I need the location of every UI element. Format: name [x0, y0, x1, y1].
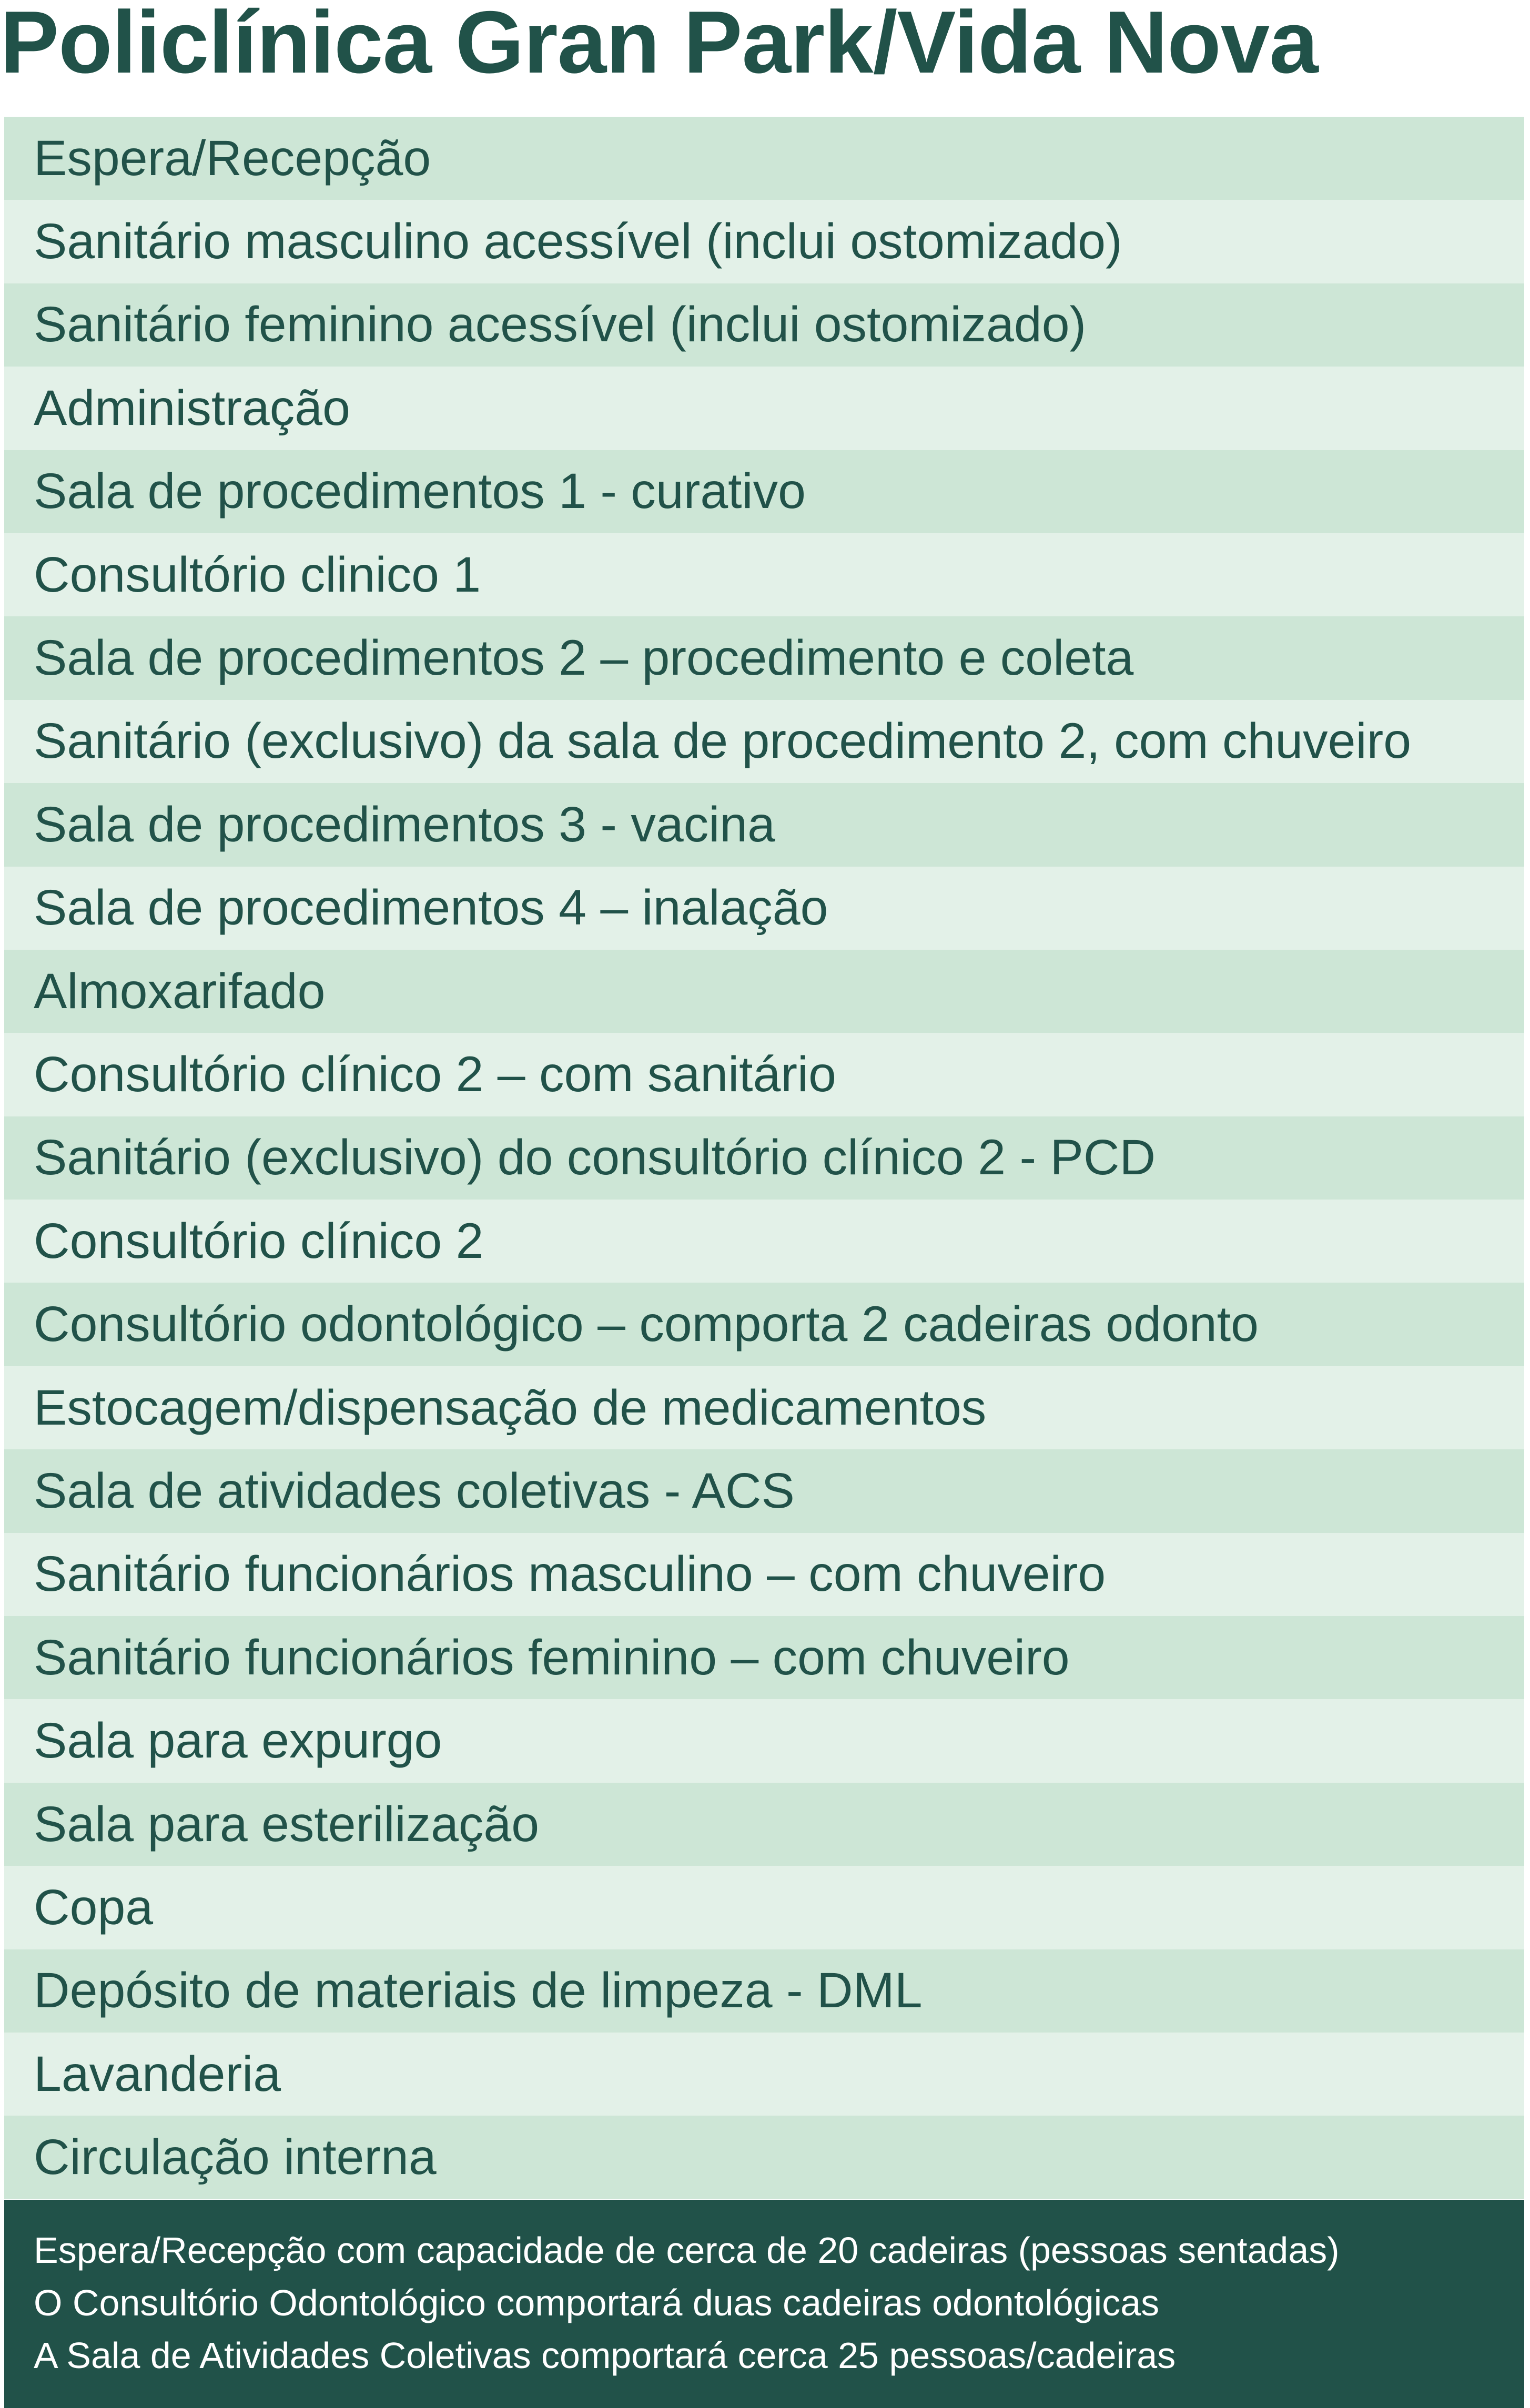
room-list-item: Sala de procedimentos 3 - vacina: [4, 783, 1524, 866]
room-list-item: Sanitário (exclusivo) da sala de procedimento 2, com chuveiro: [4, 700, 1524, 783]
room-list-item: Sala de procedimentos 2 – procedimento e coleta: [4, 616, 1524, 699]
room-list-item: Sanitário (exclusivo) do consultório clínico 2 - PCD: [4, 1116, 1524, 1200]
room-list-item: Consultório odontológico – comporta 2 cadeiras odonto: [4, 1283, 1524, 1366]
room-list-item: Depósito de materiais de limpeza - DML: [4, 1949, 1524, 2033]
room-list-item: Sala para esterilização: [4, 1783, 1524, 1866]
room-list-item: Sala de atividades coletivas - ACS: [4, 1449, 1524, 1532]
room-list-item: Sala para expurgo: [4, 1699, 1524, 1782]
room-list-item: Consultório clínico 2: [4, 1200, 1524, 1283]
room-list-item: Circulação interna: [4, 2116, 1524, 2199]
note-line: A Sala de Atividades Coletivas comportará cerca 25 pessoas/cadeiras: [34, 2335, 1176, 2376]
room-list-item: Consultório clinico 1: [4, 533, 1524, 616]
room-list-item: Sala de procedimentos 1 - curativo: [4, 450, 1524, 533]
room-list-item: Espera/Recepção: [4, 117, 1524, 200]
room-list-item: Copa: [4, 1866, 1524, 1949]
room-list-item: Estocagem/dispensação de medicamentos: [4, 1366, 1524, 1449]
room-list-item: Administração: [4, 367, 1524, 450]
page-title: Policlínica Gran Park/Vida Nova: [0, 0, 1318, 92]
room-list-item: Sanitário masculino acessível (inclui ostomizado): [4, 200, 1524, 283]
room-list-item: Sanitário funcionários masculino – com chuveiro: [4, 1533, 1524, 1616]
room-list-item: Almoxarifado: [4, 950, 1524, 1033]
room-list-item: Sanitário feminino acessível (inclui ostomizado): [4, 283, 1524, 367]
room-list-item: Sanitário funcionários feminino – com chuveiro: [4, 1616, 1524, 1699]
room-list-item: Lavanderia: [4, 2033, 1524, 2116]
notes-box: [4, 2200, 1524, 2408]
room-list-item: Consultório clínico 2 – com sanitário: [4, 1033, 1524, 1116]
room-list: [4, 117, 1524, 2199]
room-list-item: Sala de procedimentos 4 – inalação: [4, 867, 1524, 950]
note-line: O Consultório Odontológico comportará duas cadeiras odontológicas: [34, 2282, 1160, 2323]
note-line: Espera/Recepção com capacidade de cerca de 20 cadeiras (pessoas sentadas): [34, 2230, 1340, 2271]
